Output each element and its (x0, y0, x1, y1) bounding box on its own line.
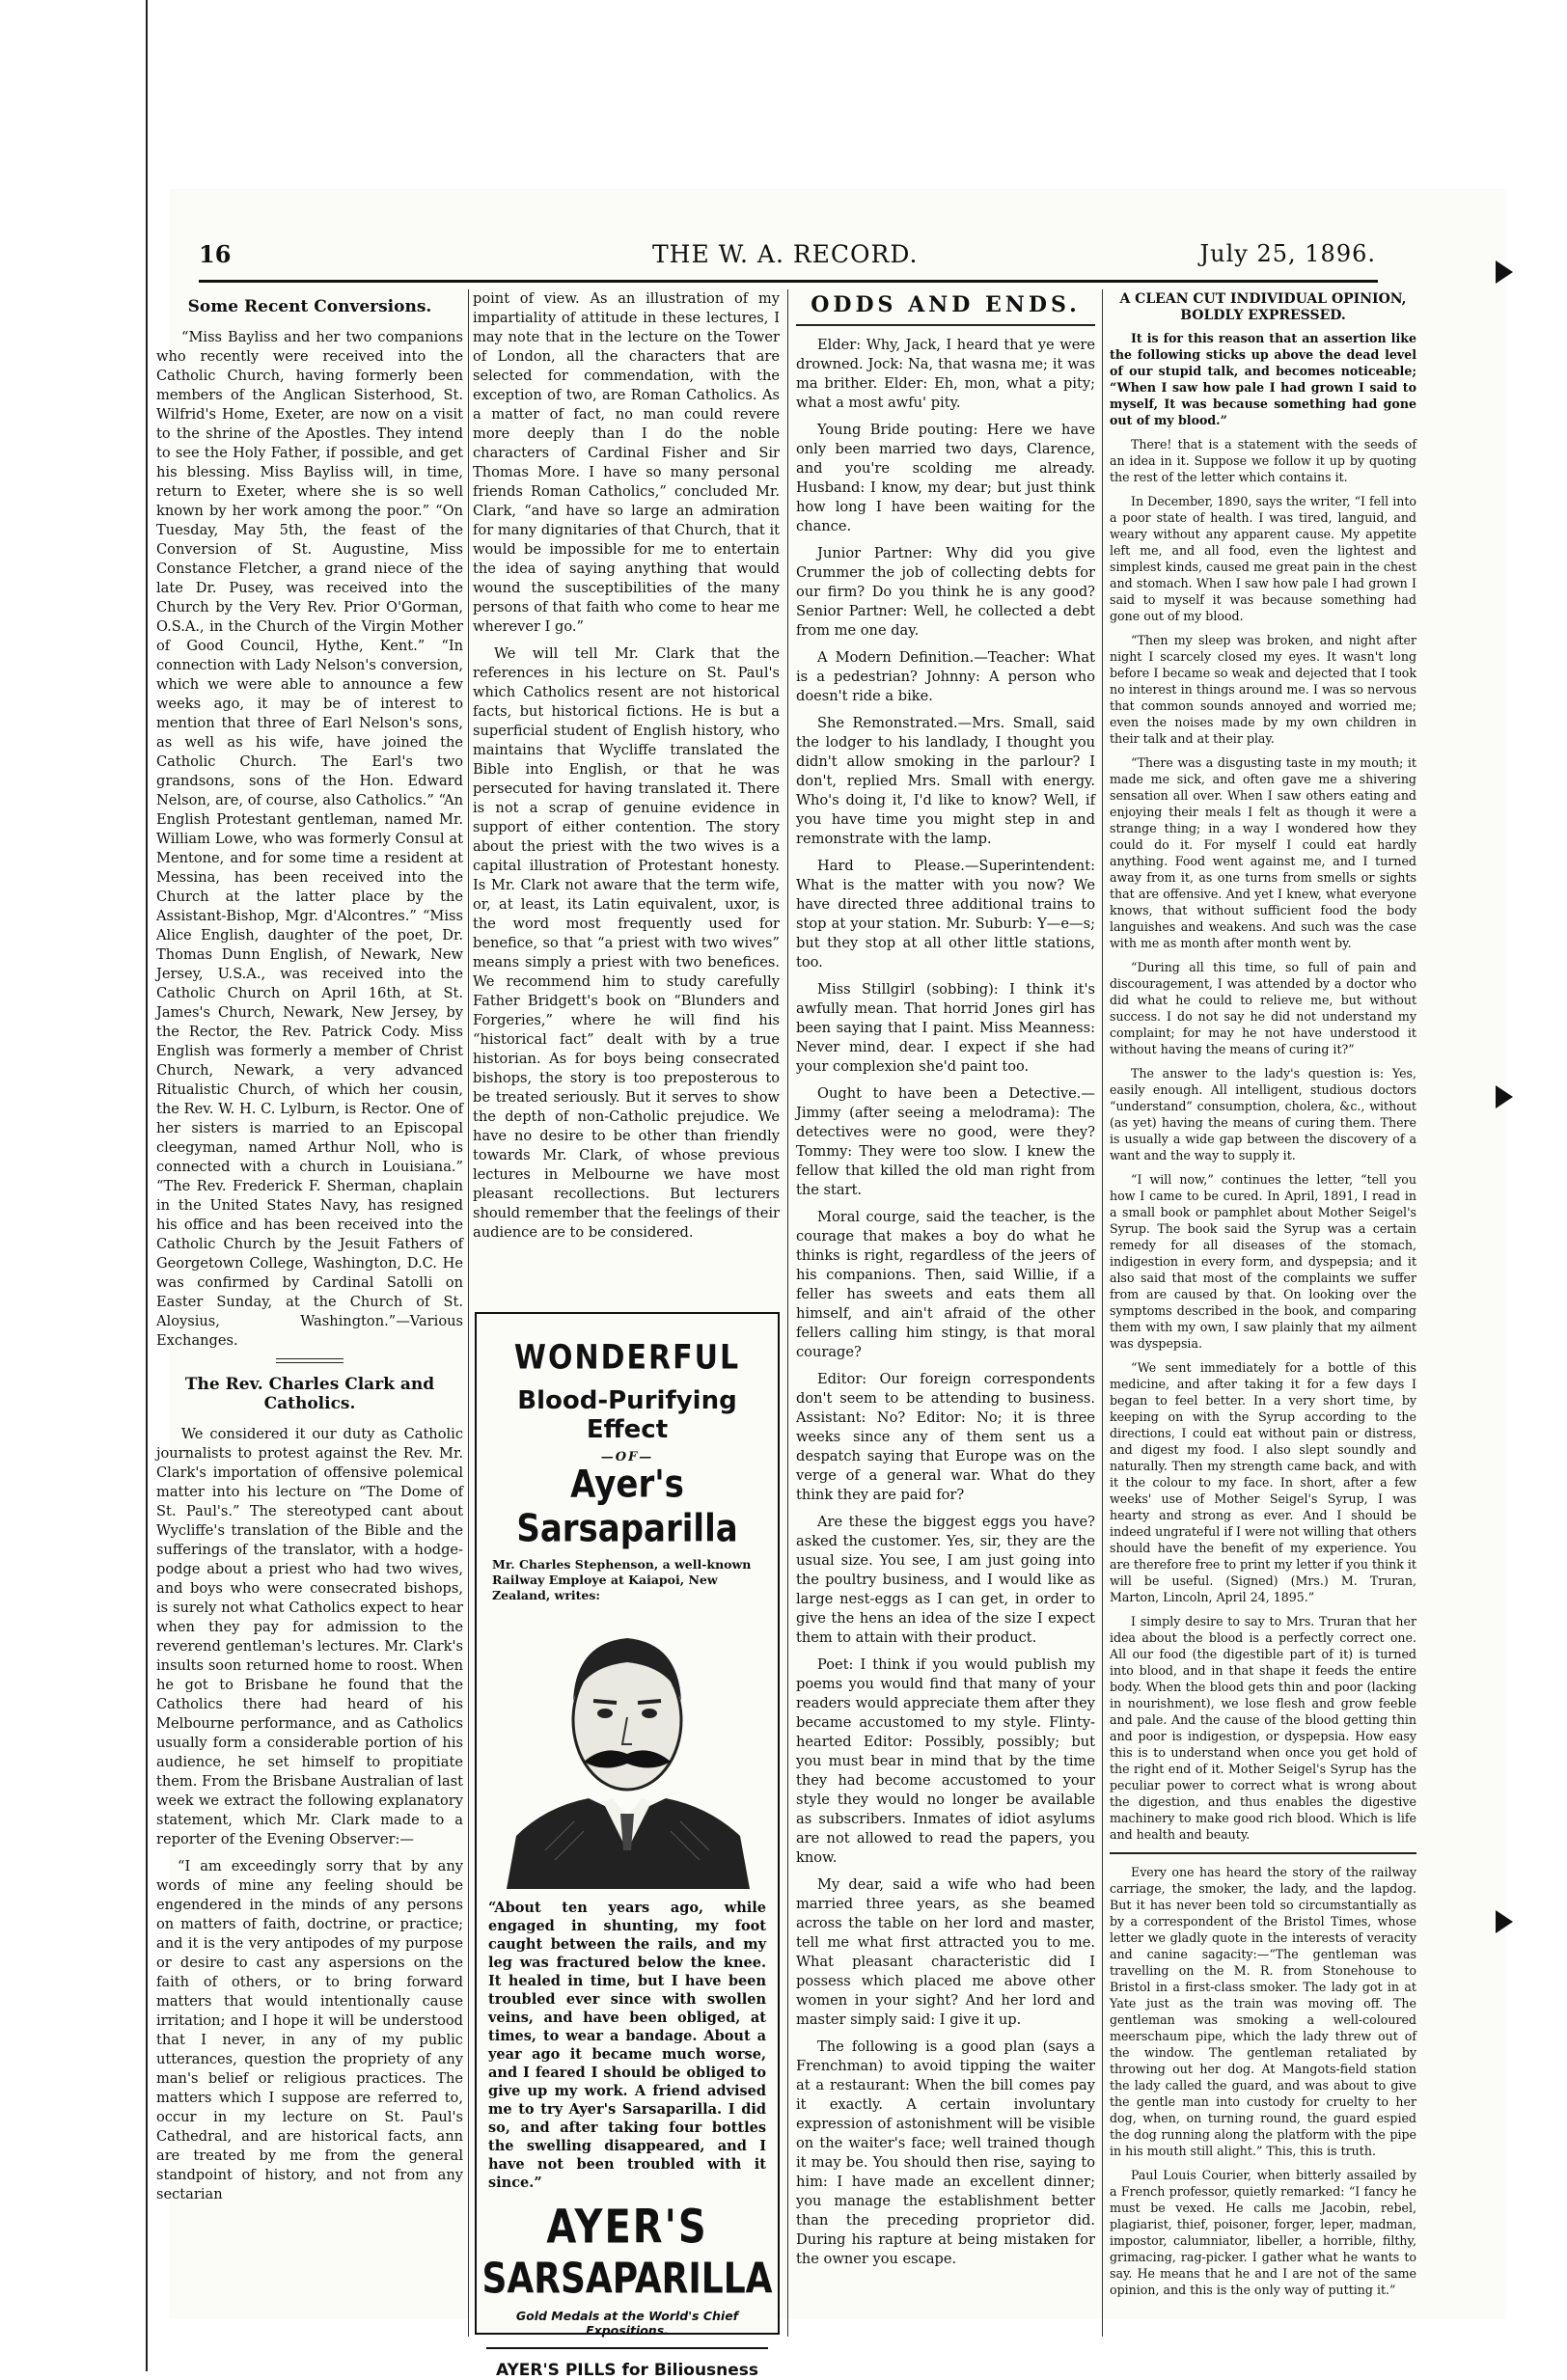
column-3 (796, 289, 1095, 2337)
article-paragraph: point of view. As an illustration of my impartiality of attitude in these lectures, I may note that in the lecture on the Tower of London, all the characters that are selected for commendation, with the exception of two, are Roman Catholics. As a matter of fact, no man could revere more deeply than I do the noble characters of Cardinal Fisher and Sir Thomas More. I have so many personal friends Roman Catholics,” concluded Mr. Clark, “and have so large an admiration for many dignitaries of that Church, that it would be impossible for me to entertain the idea of saying anything that would wound the susceptibilities of the many persons of that faith who come to hear me wherever I go.” (473, 290, 780, 635)
ad-headline: WONDERFUL (513, 1338, 741, 1378)
seigel-paragraph: “Then my sleep was broken, and night after night I scarcely closed my eyes. It wasn't long before I became so weak and dejected that I took no interest in things around me. I was so nervous that common sounds annoyed and worried me; even the noises made by my own children in their talk and at their play. (1110, 633, 1416, 746)
joke-paragraph: The following is a good plan (says a Frenchman) to avoid tipping the waiter at a restaurant: When the bill comes pay it exactly. A certain involuntary expression of astonishment will be visible on the waiter's face; well trained though it may be. You should then rise, saying to him: I have made an excellent dinner; you manage the establishment better than the preceding proprietor did. During his rapture at being mistaken for the owner you escape. (796, 2038, 1095, 2267)
seigel-paragraph: “During all this time, so full of pain and discouragement, I was attended by a doctor who did what he could to relieve me, but without success. I do not say he did not understand my complaint; for may he not have understood it without having the means of curing it?” (1110, 960, 1416, 1056)
page-header (199, 240, 1376, 273)
page-number: 16 (199, 240, 232, 268)
anecdote-paragraph: Every one has heard the story of the railway carriage, the smoker, the lady, and the lapdog. But it has never been told so circumstantially as by a correspondent of the Bristol Times, whose letter we gladly quote in the interests of veracity and canine sagacity:—“The gentleman was travelling on the M. R. from Stonehouse to Bristol in a first-class smoker. The lady got in at Yate just as the train was moving off. The gentleman was smoking a well-coloured meerschaum pipe, which the lady threw out of the window. The gentleman retaliated by throwing out her dog. At Mangots-field station the lady called the guard, and was about to give the gentle man into custody for cruelty to her dog, when, on turning round, the guard espied the dog running along the platform with the pipe in his mouth still alight.” This, this is truth. (1110, 1865, 1416, 2158)
article-heading-conversions: Some Recent Conversions. (187, 297, 432, 316)
page-marker-icon (1496, 1085, 1513, 1108)
ad-brand-name: AYER'S (546, 2201, 708, 2255)
column-divider-2 (787, 289, 788, 2337)
section-separator (276, 1358, 344, 1363)
ad-medals-line: Gold Medals at the World's Chief Expositions. (486, 2309, 768, 2349)
seigel-paragraph: The answer to the lady's question is: Yes, easily enough. All intelligent, studious doctors “understand” consumption, cholera, &c., without (as yet) having the means of curing them. There is usually a wide gap between the discovery of a want and the way to supply it. (1110, 1066, 1416, 1163)
joke-paragraph: My dear, said a wife who had been married three years, as she beamed across the table on her lord and master, tell me what first attracted you to me. What pleasant characteristic did I possess which placed me above other women in your sight? And her lord and master simply said: I give it up. (796, 1876, 1095, 2028)
ad-of-line: —OF— (600, 1450, 654, 1464)
seigel-paragraph: In December, 1890, says the writer, “I fell into a poor state of health. I was tired, languid, and weary without any apparent cause. My appetite left me, and all food, even the lightest and simplest kinds, caused me great pain in the chest and stomach. When I saw how pale I had grown I said to myself it was because something had gone out of my blood. (1110, 494, 1416, 623)
sarsaparilla-advertisement (475, 1312, 780, 2380)
seigel-intro: It is for this reason that an assertion like the following sticks up above the dead level of our stupid talk, and becomes noticeable; “When I saw how pale I had grown I said to myself, It was because something had gone out of my blood.” (1110, 331, 1416, 427)
seigel-paragraph: “I will now,” continues the letter, “tell you how I came to be cured. In April, 1891, I read in a small book or pamphlet about Mother Seigel's Syrup. The book said the Syrup was a certain remedy for all diseases of the stomach, indigestion in every form, and dyspepsia; and it also said that most of the complaints we suffer from are caused by that. On looking over the symptoms described in the book, and comparing them with my own, I saw plainly that my ailment was dyspepsia. (1110, 1172, 1416, 1351)
portrait-engraving-icon (487, 1609, 767, 1889)
ad-subheadline: Blood-Purifying Effect (517, 1386, 737, 1444)
joke-paragraph: Moral courge, said the teacher, is the courage that makes a boy do what he thinks is right, regardless of the jeers of his companions. Then, said Willie, if a feller has sweets and eats them all himself, and ain't afraid of the other fellers calling him stingy, is that moral courage? (796, 1209, 1095, 1360)
column-2 (473, 289, 780, 1300)
joke-paragraph: Hard to Please.—Superintendent: What is the matter with you now? We have directed three additional trains to stop at your station. Mr. Suburb: Y—e—s; but they stop at all other little stations, too. (796, 858, 1095, 971)
page-left-border (146, 0, 148, 2371)
seigel-paragraph: “We sent immediately for a bottle of this medicine, and after taking it for a few days I began to feel better. In a very short time, by keeping on with the Syrup according to the directions, I could eat without pain or distress, and digest my food. I also slept soundly and naturally. Then my strength came back, and with it the colour to my face. In short, after a few weeks' use of Mother Seigel's Syrup, I was hearty and strong as ever. And I should be indeed ungrateful if I were not willing that others should have the benefit of my experience. You are therefore free to print my letter if you think it will be useful. (Signed) (Mrs.) M. Truran, Marton, Lincoln, April 24, 1895.” (1110, 1360, 1416, 1604)
joke-paragraph: Ought to have been a Detective.—Jimmy (after seeing a melodrama): The detectives were no good, were they? Tommy: They were too slow. I knew the fellow that killed the old man right from the start. (796, 1085, 1095, 1198)
ad-pills-line: AYER'S PILLS for Biliousness (495, 2361, 759, 2380)
header-rule (199, 280, 1378, 283)
joke-paragraph: Are these the biggest eggs you have? asked the customer. Yes, sir, they are the usual size. You see, I am just going into the poultry business, and I would like as large nest-eggs as I can get, in order to give the hens an idea of the size I expect them to attain with their product. (796, 1514, 1095, 1646)
joke-paragraph: Poet: I think if you would publish my poems you would find that many of your readers would appreciate them after they became accustomed to my style. Flinty-hearted Editor: Possibly, possibly; but you must bear in mind that by the time they had become accustomed to your style they would no longer be available as subscribers. Inmates of idiot asylums are not allowed to read the papers, you know. (796, 1656, 1095, 1866)
joke-paragraph: Miss Stillgirl (sobbing): I think it's awfully mean. That horrid Jones girl has been saying that I paint. Miss Meanness: Never mind, dear. I expect if she had your complexion she'd paint too. (796, 981, 1095, 1075)
joke-paragraph: Elder: Why, Jack, I heard that ye were drowned. Jock: Na, that wasna me; it was ma brither. Elder: Eh, mon, what a pity; what a most awfu' pity. (796, 337, 1095, 411)
article-paragraph: We will tell Mr. Clark that the references in his lecture on St. Paul's which Catholics resent are not historical facts, but historical fictions. He is but a superficial student of English history, who maintains that Wycliffe translated the Bible into English, or that he was persecuted for having translated it. There is not a scrap of genuine evidence in support of either contention. The story about the priest with the two wives is a capital illustration of Protestant honesty. Is Mr. Clark not aware that the term wife, or, at least, its Latin equivalent, uxor, is the word most frequently used for benefice, so that “a priest with two wives” means simply a priest with two benefices. We recommend him to study carefully Father Bridgett's book on “Blunders and Forgeries,” where he will find his “historical fact” dealt with by a true historian. As for boys being consecrated bishops, the story is too preposterous to be treated seriously. But it serves to show the depth of non-Catholic prejudice. We have no desire to be other than friendly towards Mr. Clark, of whose previous lectures in Melbourne we have most pleasant recollections. But lecturers should remember that the feelings of their audience are to be considered. (473, 645, 780, 1241)
article-heading-clark: The Rev. Charles Clark and Catholics. (184, 1375, 435, 1413)
column-4 (1110, 289, 1416, 2337)
column-1 (156, 289, 463, 2337)
article-paragraph: We considered it our duty as Catholic journalists to protest against the Rev. Mr. Clark's importation of offensive polemical matter into his lecture on “The Dome of St. Paul's.” The stereotyped cant about Wycliffe's translation of the Bible and the sufferings of the translator, with a hodge-podge about a priest who had two wives, and boys who were consecrated bishops, is surely not what Catholics expect to hear when they pay for admission to the reverend gentleman's lectures. Mr. Clark's insults soon returned home to roost. When he got to Brisbane he found that the Catholics there had heard of his Melbourne performance, and as Catholics usually form a considerable portion of his audience, he set himself to propitiate them. From the Brisbane Australian of last week we extract the following explanatory statement, which Mr. Clark made to a reporter of the Evening Observer:— (156, 1426, 463, 1847)
seigel-paragraph: “There was a disgusting taste in my mouth; it made me sick, and often gave me a shivering sensation all over. When I saw others eating and enjoying their meals I felt as though it were a strange thing; in a way I wondered how they could do it. For myself I could eat hardly anything. Food went against me, and I turned away from it, as one turns from smells or sights that are offensive. And yet I knew, what everyone knows, that without sufficient food the body languishes and weakens. And such was the case with me as month after month went by. (1110, 755, 1416, 950)
joke-paragraph: Young Bride pouting: Here we have only been married two days, Clarence, and you're scolding me already. Husband: I know, my dear; but just think how long I have been waiting for the chance. (796, 422, 1095, 534)
column-divider-1 (468, 289, 469, 2337)
joke-paragraph: She Remonstrated.—Mrs. Small, said the lodger to his landlady, I thought you didn't allow smoking in the parlour? I don't, replied Mrs. Small with energy. Who's doing it, I'd like to know? Well, if you have time you might step in and remonstrate with the lamp. (796, 715, 1095, 847)
ad-product-name: Ayer's Sarsaparilla (516, 1463, 738, 1551)
joke-paragraph: Junior Partner: Why did you give Crummer the job of collecting debts for our firm? Do you think he is any good? Senior Partner: Well, he collected a debt from me one day. (796, 545, 1095, 639)
page-marker-icon (1496, 1910, 1513, 1933)
seigel-paragraph: I simply desire to say to Mrs. Truran that her idea about the blood is a perfectly correct one. All our food (the digestible part of it) is turned into blood, and in that shape it feeds the entire body. When the blood gets thin and poor (lacking in nourishment), we lose flesh and grow feeble and pale. And the cause of the blood getting thin and poor is indigestion, or dyspepsia. How easy this is to understand when once you get hold of the right end of it. Mother Seigel's Syrup has the peculiar power to correct what is wrong about the digestion, and thus enables the digestive machinery to make good rich blood. Which is life and health and beauty. (1110, 1614, 1416, 1842)
joke-paragraph: A Modern Definition.—Teacher: What is a pedestrian? Johnny: A person who doesn't ride a bike. (796, 649, 1095, 704)
article-paragraph: “Miss Bayliss and her two companions who recently were received into the Catholic Church, having formerly been members of the Anglican Sisterhood, St. Wilfrid's Home, Exeter, are now on a visit to the shrine of the Apostles. They intend to see the Holy Father, if possible, and get his blessing. Miss Bayliss will, in time, return to Exeter, where she is so well known by her work among the poor.” “On Tuesday, May 5th, the feast of the Conversion of St. Augustine, Miss Constance Fletcher, a grand niece of the late Dr. Pusey, was received into the Church by the Very Rev. Prior O'Gorman, O.S.A., in the Church of the Virgin Mother of Good Council, Hythe, Kent.” “In connection with Lady Nelson's conversion, which we were able to announce a few weeks ago, it may be of interest to mention that three of Earl Nelson's sons, as well as his wife, have joined the Catholic Church. The Earl's two grandsons, sons of the Hon. Edward Nelson, are, of course, also Catholics.” “An English Protestant gentleman, named Mr. William Lowe, who was formerly Consul at Mentone, and for some time a resident at Messina, has been received into the Church at the latter place by the Assistant-Bishop, Mgr. d'Alcontres.” “Miss Alice English, daughter of the poet, Dr. Thomas Dunn English, of Newark, New Jersey, U.S.A., was received into the Catholic Church on April 16th, at St. James's Church, Newark, New Jersey, by the Rector, the Rev. Patrick Cody. Miss English was formerly a member of Christ Church, Newark, a very advanced Ritualistic Church, of which her cousin, the Rev. W. H. C. Lylburn, is Rector. One of her sisters is married to an Episcopal cleegyman, named Arthur Noll, who is connected with a church in Louisiana.” “The Rev. Frederick F. Sherman, chaplain in the United States Navy, has resigned his office and has been received into the Catholic Church by the Jesuit Fathers of Georgetown College, Washington, D.C. He was confirmed by Cardinal Satolli on Easter Sunday, at the Church of St. Aloysius, Washington.”—Various Exchanges. (156, 329, 463, 1349)
joke-paragraph: Editor: Our foreign correspondents don't seem to be attending to business. Assistant: No? Editor: No; it is three weeks since any of them sent us a despatch saying that Europe was on the verge of a general war. What do they think they are paid for? (796, 1371, 1095, 1503)
seigel-paragraph: There! that is a statement with the seeds of an idea in it. Suppose we follow it up by quoting the rest of the letter which contains it. (1110, 437, 1416, 484)
seigel-heading: A CLEAN CUT INDIVIDUAL OPINION, BOLDLY EXPRESSED. (1119, 291, 1407, 323)
masthead-title: THE W. A. RECORD. (652, 240, 919, 268)
ad-brand-product: SARSAPARILLA (481, 2255, 773, 2304)
anecdote-paragraph: Paul Louis Courier, when bitterly assailed by a French professor, quietly remarked: “I fancy he must be vexed. He calls me Jacobin, rebel, plagiarist, thief, poisoner, forger, leper, madman, impostor, calumniator, libeller, a horrible, filthy, grimacing, rag-picker. I gather what he wants to say. He means that he and I are not of the same opinion, and this is the only way of putting it.” (1110, 2168, 1416, 2297)
odds-and-ends-heading: ODDS AND ENDS. (811, 292, 1081, 317)
ad-testimonial: “About ten years ago, while engaged in shunting, my foot caught between the rails, and my leg was fractured below the knee. It healed in time, but I have been troubled ever since with swollen veins, and have been obliged, at times, to wear a bandage. About a year ago it became much worse, and I feared I should be obliged to give up my work. A friend advised me to try Ayer's Sarsaparilla. I did so, and after taking four bottles the swelling disappeared, and I have not been troubled with it since.” (488, 1900, 766, 2191)
ad-intro: Mr. Charles Stephenson, a well-known Railway Employe at Kaiapoi, New Zealand, writes: (492, 1557, 752, 1602)
section-rule (1110, 1852, 1416, 1854)
heading-rule (796, 324, 1095, 326)
issue-date: July 25, 1896. (1199, 240, 1376, 267)
column-divider-3 (1102, 289, 1103, 2337)
article-paragraph: “I am exceedingly sorry that by any words of mine any feeling should be engendered in the minds of any persons on matters of faith, doctrine, or practice; and it is the very antipodes of my purpose or desire to cast any aspersions on the faith of others, or to bring forward matters that would intentionally cause irritation; and I hope it will be understood that I never, in any of my public utterances, question the propriety of any man's belief or religious practices. The matters which I suppose are referred to, occur in my lecture on St. Paul's Cathedral, and are historical facts, ann are treated by me from the general standpoint of history, and not from any sectarian (156, 1858, 463, 2202)
page-marker-icon (1496, 260, 1513, 284)
